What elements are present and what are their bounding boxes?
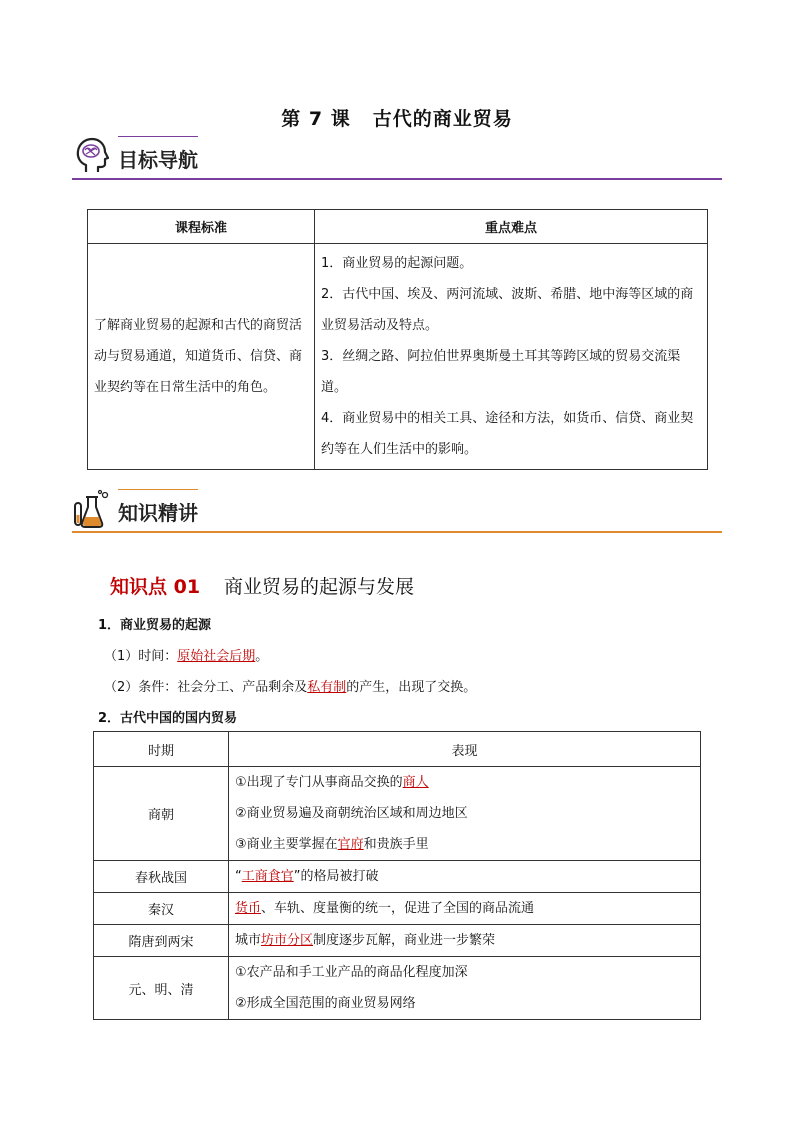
description-highlight: 坊市分区	[261, 933, 314, 948]
origin-condition	[104, 676, 476, 695]
header-performance: 表现	[229, 732, 701, 767]
standards-table	[87, 209, 708, 470]
key-points-cell	[315, 244, 708, 470]
section-goals-short-rule	[118, 136, 198, 137]
course-standard-cell: 了解商业贸易的起源和古代的商贸活动与贸易通道，知道货币、信贷、商业契约等在日常生活中的角色。	[88, 244, 315, 470]
lesson-topic: 古代的商业贸易	[372, 108, 513, 130]
description-highlight: 官府	[337, 837, 364, 852]
origin-time-label: （1）时间：	[104, 649, 178, 664]
knowledge-point-title	[110, 572, 414, 599]
flask-icon	[72, 489, 112, 529]
period-cell: 隋唐到两宋	[94, 925, 229, 957]
description-line	[235, 925, 694, 956]
section-goals-label: 目标导航	[118, 148, 198, 172]
header-standard: 课程标准	[88, 210, 315, 244]
table-header-row	[94, 732, 701, 767]
section-goals-rule	[72, 178, 722, 180]
list-item: 3．丝绸之路、阿拉伯世界奥斯曼土耳其等跨区域的贸易交流渠道。	[321, 349, 681, 395]
section-knowledge-short-rule	[118, 489, 198, 490]
origin-condition-prefix: （2）条件：社会分工、产品剩余及	[104, 680, 308, 695]
list-item: 2．古代中国、埃及、两河流域、波斯、希腊、地中海等区域的商业贸易活动及特点。	[321, 287, 694, 333]
brain-head-icon	[72, 136, 112, 176]
description-text: ③商业主要掌握在	[235, 837, 338, 852]
description-cell	[229, 957, 701, 1020]
period-cell: 秦汉	[94, 893, 229, 925]
lesson-number: 第 7 课	[281, 108, 351, 130]
description-line	[235, 829, 694, 860]
description-cell	[229, 861, 701, 893]
header-key-points: 重点难点	[315, 210, 708, 244]
description-text: 、车轨、度量衡的统一，促进了全国的商品流通	[261, 901, 535, 916]
description-highlight: 货币	[235, 901, 262, 916]
origin-time-value: 原始社会后期	[177, 649, 256, 664]
list-item: 4．商业贸易中的相关工具、途径和方法，如货币、信贷、商业契约等在人们生活中的影响。	[321, 411, 694, 457]
list-item: 1．商业贸易的起源问题。	[321, 256, 473, 271]
description-text: ①出现了专门从事商品交换的	[235, 775, 403, 790]
page-title	[0, 104, 794, 131]
table-row	[94, 861, 701, 893]
description-line: ②商业贸易遍及商朝统治区域和周边地区	[235, 806, 468, 821]
description-cell	[229, 767, 701, 861]
table-row	[94, 767, 701, 861]
description-text: “	[235, 869, 242, 884]
description-highlight: 工商食官	[241, 869, 294, 884]
origin-time	[104, 645, 268, 664]
table-row	[94, 893, 701, 925]
description-text: 和贵族手里	[363, 837, 429, 852]
origin-heading: 1．商业贸易的起源	[98, 618, 212, 633]
section-knowledge-label: 知识精讲	[118, 501, 198, 525]
description-line	[235, 893, 694, 924]
section-knowledge-rule	[72, 531, 722, 533]
table-row	[94, 925, 701, 957]
period-cell: 元、明、清	[94, 957, 229, 1020]
description-highlight: 商人	[402, 775, 429, 790]
knowledge-point-code: 知识点 01	[110, 576, 201, 598]
description-text: ”的格局被打破	[293, 869, 379, 884]
origin-condition-highlight: 私有制	[307, 680, 347, 695]
description-line: ①农产品和手工业产品的商品化程度加深	[235, 965, 468, 980]
description-cell	[229, 893, 701, 925]
description-cell	[229, 925, 701, 957]
period-cell: 春秋战国	[94, 861, 229, 893]
description-line: ②形成全国范围的商业贸易网络	[235, 996, 416, 1011]
domestic-heading: 2．古代中国的国内贸易	[98, 711, 238, 726]
table-row	[94, 957, 701, 1020]
period-cell: 商朝	[94, 767, 229, 861]
description-line	[235, 861, 694, 892]
origin-condition-suffix: 的产生，出现了交换。	[346, 680, 477, 695]
description-line	[235, 767, 694, 798]
origin-time-suffix: 。	[255, 649, 269, 664]
header-period: 时期	[94, 732, 229, 767]
table-row	[88, 244, 708, 470]
section-goals-header	[72, 136, 722, 180]
knowledge-point-name: 商业贸易的起源与发展	[224, 576, 415, 598]
table-header-row	[88, 210, 708, 244]
description-text: 城市	[235, 933, 262, 948]
section-knowledge-header	[72, 489, 722, 533]
domestic-trade-table	[93, 731, 701, 1020]
description-text: 制度逐步瓦解，商业进一步繁荣	[313, 933, 496, 948]
